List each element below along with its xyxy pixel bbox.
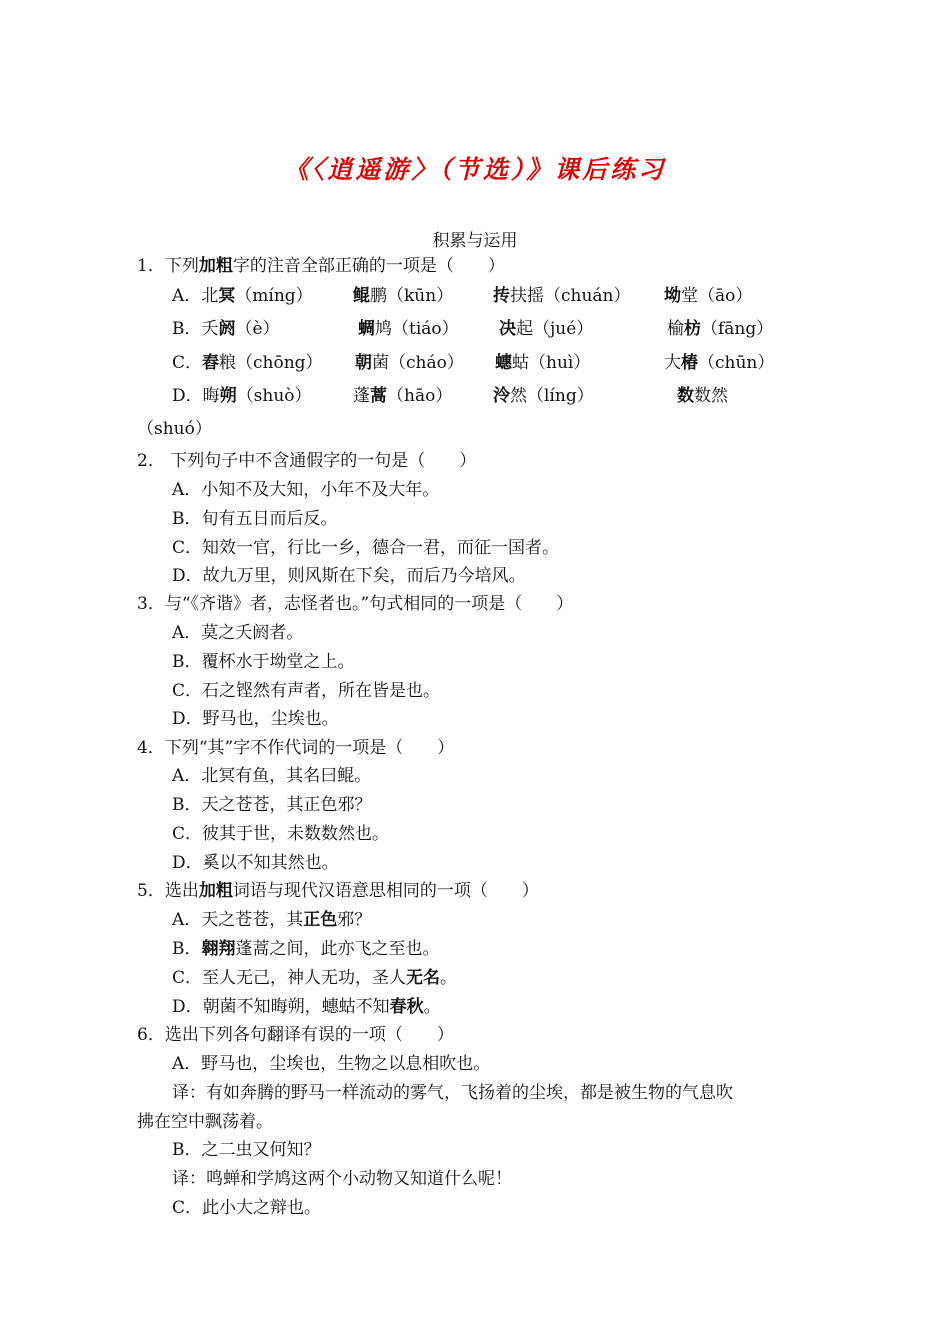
q5-stem-bold: 加粗: [198, 881, 233, 901]
q6-option-b: B．之二虫又何知？: [172, 1140, 321, 1160]
q2-option-a: A．小知不及大知，小年不及大年。: [172, 480, 440, 500]
q1-b-2: 蜩鸠（tiáo）: [358, 319, 459, 339]
q1-b-3: 决起（jué）: [499, 319, 594, 339]
q1-a-2: 鲲鹏（kūn）: [353, 286, 454, 306]
q1-c-4: 大椿（chūn）: [664, 353, 775, 373]
q5-option-a: A．天之苍苍，其正色邪？: [172, 910, 372, 930]
q3-option-a: A．莫之夭阏者。: [172, 623, 304, 643]
q1-a-4: 坳堂（āo）: [664, 286, 753, 306]
q1-c-3: 蟪蛄（huì）: [495, 353, 591, 373]
q1-stem-bold: 加粗: [198, 256, 233, 276]
q2-option-c: C．知效一官，行比一乡，德合一君，而征一国者。: [172, 538, 560, 558]
q1-b-1: B．夭阏（è）: [172, 319, 280, 339]
question-5-stem: [137, 880, 539, 902]
q1-option-row-a: [0, 285, 950, 307]
q5-stem-pre: 5．选出: [137, 881, 199, 901]
q1-d-1: D．晦朔（shuò）: [172, 386, 312, 406]
q1-d-2: 蓬蒿（hāo）: [353, 386, 453, 406]
q1-d-4: 数数然: [677, 386, 728, 406]
q4-option-a: A．北冥有鱼，其名曰鲲。: [172, 766, 372, 786]
q1-a-3: 抟扶摇（chuán）: [493, 286, 631, 306]
q5-option-b: B．翱翔蓬蒿之间，此亦飞之至也。: [172, 939, 440, 959]
q1-d-3: 泠然（líng）: [493, 386, 594, 406]
q2-option-b: B．旬有五日而后反。: [172, 509, 338, 529]
q5-option-c: C．至人无己，神人无功，圣人无名。: [172, 968, 458, 988]
q5-stem-post: 词语与现代汉语意思相同的一项（ ）: [232, 881, 539, 901]
q2-option-d: D．故九万里，则风斯在下矣，而后乃今培风。: [172, 566, 526, 586]
q6-option-b-translation: 译：鸣蝉和学鸠这两个小动物又知道什么呢！: [172, 1169, 512, 1189]
q6-option-a: A．野马也，尘埃也，生物之以息相吹也。: [172, 1054, 491, 1074]
question-6-stem: 6．选出下列各句翻译有误的一项（ ）: [137, 1025, 454, 1045]
q4-option-b: B．天之苍苍，其正色邪？: [172, 795, 372, 815]
question-2-stem: 2． 下列句子中不含通假字的一句是（ ）: [137, 451, 477, 471]
q6-option-a-translation-2: 拂在空中飘荡着。: [137, 1112, 273, 1132]
q1-stem-pre: 1．下列: [137, 256, 199, 276]
page-title: 《〈逍遥游〉（节选）》课后练习: [283, 155, 667, 184]
question-3-stem: 3．与“《齐谐》者，志怪者也。”句式相同的一项是（ ）: [137, 594, 574, 614]
q1-c-2: 朝菌（cháo）: [355, 353, 464, 373]
q1-b-4: 榆枋（fāng）: [667, 319, 774, 339]
q6-option-c: C．此小大之辩也。: [172, 1198, 322, 1218]
q1-a-1: A．北冥（míng）: [172, 286, 313, 306]
q6-option-a-translation-1: 译：有如奔腾的野马一样流动的雾气，飞扬着的尘埃，都是被生物的气息吹: [172, 1083, 733, 1103]
q4-option-d: D．奚以不知其然也。: [172, 853, 339, 873]
q3-option-d: D．野马也，尘埃也。: [172, 709, 339, 729]
question-4-stem: 4．下列“其”字不作代词的一项是（ ）: [137, 738, 455, 758]
q1-option-row-d: [0, 385, 950, 407]
question-1-stem: [137, 255, 505, 277]
q1-c-1: C．舂粮（chōng）: [172, 353, 323, 373]
q1-stem-post: 字的注音全部正确的一项是（ ）: [232, 256, 505, 276]
q4-option-c: C．彼其于世，未数数然也。: [172, 824, 390, 844]
q5-option-d: D．朝菌不知晦朔，蟪蛄不知春秋。: [172, 997, 441, 1017]
q1-option-row-c: [0, 352, 950, 374]
section-heading: 积累与运用: [432, 231, 518, 251]
q1-option-row-b: [0, 318, 950, 340]
q1-d-wrap: （shuó）: [137, 419, 212, 439]
q3-option-c: C．石之铿然有声者，所在皆是也。: [172, 681, 441, 701]
q3-option-b: B．覆杯水于坳堂之上。: [172, 652, 355, 672]
